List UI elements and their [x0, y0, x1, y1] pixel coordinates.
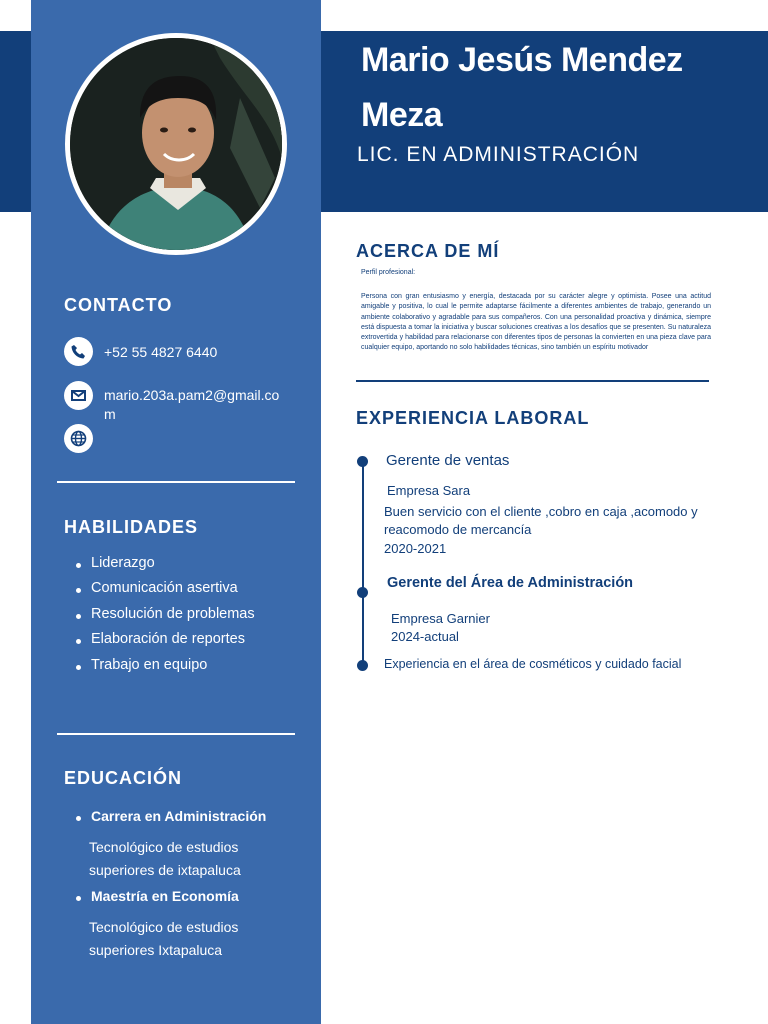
skill-item: Trabajo en equipo	[76, 657, 207, 673]
skill-item: Comunicación asertiva	[76, 580, 238, 596]
education-school: Tecnológico de estudios superiores Ixtapaluca	[89, 919, 239, 958]
skill-item: Resolución de problemas	[76, 606, 255, 622]
timeline-line	[362, 462, 364, 666]
phone-number[interactable]: +52 55 4827 6440	[104, 344, 218, 360]
job-company: Empresa Garnier	[391, 611, 490, 626]
job-title: LIC. EN ADMINISTRACIÓN	[357, 143, 640, 166]
education-school: Tecnológico de estudios superiores de ixtapaluca	[89, 839, 241, 878]
timeline-dot	[357, 660, 368, 671]
job-description: Experiencia en el área de cosméticos y cuidado facial	[384, 657, 682, 671]
job-company: Empresa Sara	[387, 483, 471, 498]
education-degree: Carrera en Administración	[76, 808, 266, 824]
phone-icon	[64, 337, 93, 366]
job-description: Buen servicio con el cliente ,cobro en caja ,acomodo y reacomodo de mercancía	[384, 504, 698, 537]
profile-photo	[65, 33, 287, 255]
timeline-dot	[357, 587, 368, 598]
email-icon	[64, 381, 93, 410]
sidebar-divider	[57, 733, 295, 735]
job-period: 2020-2021	[384, 541, 447, 556]
about-label: Perfil profesional:	[361, 269, 416, 276]
education-degree: Maestría en Economía	[76, 888, 239, 904]
about-divider	[356, 380, 709, 382]
timeline-dot	[357, 456, 368, 467]
contact-heading: CONTACTO	[64, 295, 173, 315]
experience-heading: EXPERIENCIA LABORAL	[356, 408, 590, 428]
about-heading: ACERCA DE MÍ	[356, 241, 500, 261]
job-role: Gerente de ventas	[386, 452, 510, 469]
job-period: 2024-actual	[391, 629, 459, 644]
skill-item: Elaboración de reportes	[76, 631, 245, 647]
person-name: Mario Jesús Mendez Meza	[361, 41, 683, 134]
skill-item: Liderazgo	[76, 555, 155, 571]
skills-heading: HABILIDADES	[64, 517, 199, 537]
sidebar-divider	[57, 481, 295, 483]
education-heading: EDUCACIÓN	[64, 768, 183, 788]
job-role: Gerente del Área de Administración	[387, 575, 634, 591]
globe-icon[interactable]	[64, 424, 93, 453]
about-text: Persona con gran entusiasmo y energía, destacada por su carácter alegre y optimista. Posee una actitud amigable y positiva, lo cual le permite adaptarse fácilmente a diferentes ambientes de trabajo, generando un ambiente colaborativo y agradable para sus compañeros. Con una personalidad proactiva y dinámica, siempre está dispuesta a tomar la iniciativa y buscar soluciones creativas a los desafíos que se presenten. Su naturaleza extrovertida y habilidad para relacionarse con diferentes tipos de personas la convierten en una pieza clave para cualquier equipo, aportando no solo habilidades técnicas, sino también un espíritu motivador	[361, 293, 711, 352]
email-address[interactable]: mario.203a.pam2@gmail.com	[104, 387, 280, 422]
